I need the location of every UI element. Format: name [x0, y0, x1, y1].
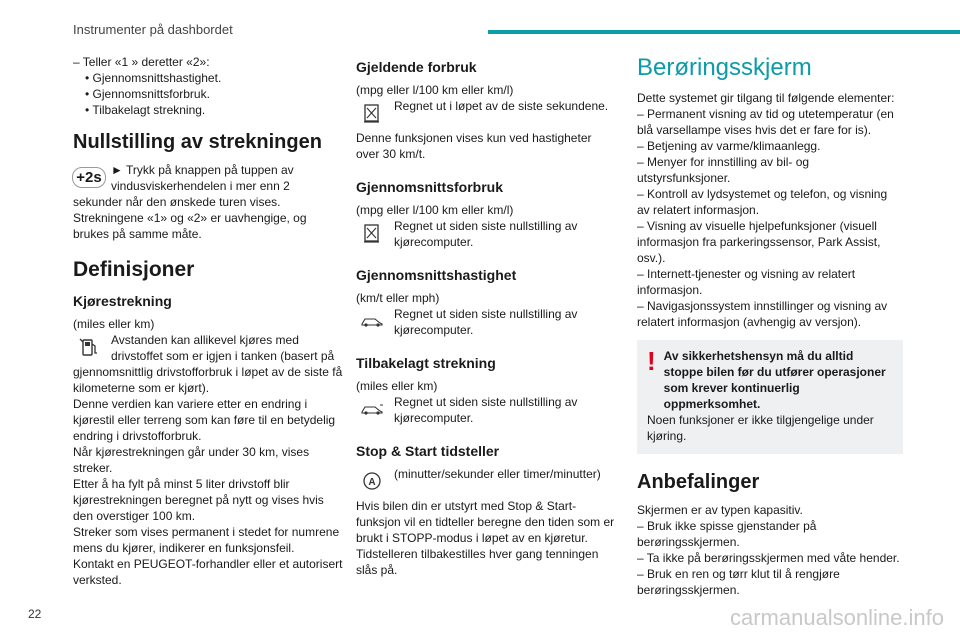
range-unit: (miles eller km): [73, 317, 155, 331]
current-consumption-text: Denne funksjonen vises kun ved hastigheter over 30 km/t.: [356, 131, 592, 161]
avg-speed-row: [356, 306, 618, 338]
warning-exclamation-icon: !: [647, 346, 656, 376]
range-row: [73, 332, 343, 364]
current-consumption-row: [356, 98, 618, 128]
touchscreen-intro: Dette systemet gir tilgang til følgende elementer:: [637, 91, 895, 105]
column-left: [73, 54, 343, 588]
touchscreen-item: – Internett-tjenester og visning av relatert informasjon.: [637, 267, 856, 297]
stop-start-icon: [356, 466, 388, 496]
safety-warning-box: [637, 340, 903, 454]
recommendation-item: – Bruk en ren og tørr klut til å rengjøre berøringsskjermen.: [637, 567, 840, 597]
warning-head: [647, 348, 893, 412]
avg-speed-heading: Gjennomsnittshastighet: [356, 267, 517, 283]
fuel-consumption-icon: [356, 98, 388, 128]
distance-row: [356, 394, 618, 426]
column-middle: [356, 54, 618, 578]
avg-consumption-inline: Regnet ut siden siste nullstilling av kjørecomputer.: [394, 219, 578, 249]
reset-heading: Nullstilling av strekningen: [73, 131, 322, 153]
range-inline-text: Avstanden kan allikevel kjøres med drivstoffet som er igjen i tanken (basert på: [111, 333, 335, 363]
range-text: gjennomsnittlig drivstofforbruk i løpet av de siste få kilometerne som er kjørt).: [73, 365, 343, 395]
fuel-pump-icon: [73, 332, 105, 362]
touchscreen-item: – Kontroll av lydsystemet og telefon, og visning av relatert informasjon.: [637, 187, 888, 217]
watermark: carmanualsonline.info: [729, 605, 944, 630]
recommendations-heading: Anbefalinger: [637, 471, 760, 493]
touchscreen-item: – Menyer for innstilling av bil- og utstyrsfunksjoner.: [637, 155, 810, 185]
touchscreen-item: – Betjening av varme/klimaanlegg.: [637, 139, 821, 153]
header-accent-bar: [488, 30, 960, 34]
avg-speed-unit: (km/t eller mph): [356, 291, 440, 305]
svg-text:A: A: [368, 477, 376, 488]
distance-heading: Tilbakelagt strekning: [356, 355, 496, 371]
definitions-heading: Definisjoner: [73, 258, 195, 281]
stop-start-text: Hvis bilen din er utstyrt med Stop & Start-funksjon vil en tidteller beregne den tiden som er brukt i STOPP-modus i løpet av en kjøretur. Tidstelleren tilbakestilles hver gang tenningen slås på.: [356, 499, 615, 577]
range-text: Etter å ha fylt på minst 5 liter drivstoff blir kjørestrekningen beregnet på nytt og vises hvis den overstiger 100 km.: [73, 477, 324, 523]
speed-icon: [356, 306, 388, 336]
current-consumption-unit: (mpg eller l/100 km eller km/l): [356, 83, 514, 97]
range-text: Når kjørestrekningen går under 30 km, vises streker.: [73, 445, 310, 475]
range-text: Kontakt en PEUGEOT-forhandler eller et autorisert verksted.: [73, 557, 343, 587]
touchscreen-item: – Permanent visning av tid og utetemperatur (en blå varsellampe vises hvis det er fare for is).: [637, 107, 894, 137]
page-number: 22: [28, 607, 42, 621]
stop-start-row: [356, 466, 618, 496]
distance-inline: Regnet ut siden siste nullstilling av kjørecomputer.: [394, 395, 578, 425]
stop-start-heading: Stop & Start tidsteller: [356, 443, 500, 459]
avg-consumption-row: [356, 218, 618, 250]
reset-button-icon: +2s: [73, 162, 105, 192]
recommendations-intro: Skjermen er av typen kapasitiv.: [637, 503, 803, 517]
touchscreen-item: – Visning av visuelle hjelpefunksjoner (visuell informasjon fra parkeringssensor, Park Assist, osv.).: [637, 219, 881, 265]
reset-inline-text: ► Trykk på knappen på tuppen av vindusviskerhendelen i mer enn 2: [111, 163, 294, 193]
current-consumption-inline: Regnet ut i løpet av de siste sekundene.: [394, 99, 609, 113]
touchscreen-heading: Berøringsskjerm: [637, 54, 812, 81]
counter-item: • Gjennomsnittsforbruk.: [85, 87, 210, 101]
avg-consumption-unit: (mpg eller l/100 km eller km/l): [356, 203, 514, 217]
counter-list: [73, 70, 343, 118]
recommendation-item: – Bruk ikke spisse gjenstander på berøringsskjermen.: [637, 519, 817, 549]
distance-unit: (miles eller km): [356, 379, 438, 393]
recommendation-item: – Ta ikke på berøringsskjermen med våte hender.: [637, 551, 900, 565]
warning-text: Noen funksjoner er ikke tilgjengelige under kjøring.: [647, 413, 874, 443]
counter-item: • Tilbakelagt strekning.: [85, 103, 206, 117]
touchscreen-item: – Navigasjonssystem innstillinger og visning av relatert informasjon (avhengig av versjon).: [637, 299, 888, 329]
current-consumption-heading: Gjeldende forbruk: [356, 59, 477, 75]
avg-speed-inline: Regnet ut siden siste nullstilling av kjørecomputer.: [394, 307, 578, 337]
column-right: [637, 54, 903, 598]
range-heading: Kjørestrekning: [73, 293, 172, 309]
counter-item: • Gjennomsnittshastighet.: [85, 71, 222, 85]
reset-row: [73, 162, 343, 194]
page-header-title: Instrumenter på dashbordet: [73, 22, 233, 37]
range-text: Denne verdien kan variere etter en endring i kjørestil eller terreng som kan føre til en betydelig endring i drivstofforbruk.: [73, 397, 336, 443]
avg-consumption-heading: Gjennomsnittsforbruk: [356, 179, 504, 195]
warning-bold-text: Av sikkerhetshensyn må du alltid stoppe bilen før du utfører operasjoner som krever kontinuerlig oppmerksomhet.: [663, 349, 886, 411]
range-text: Streker som vises permanent i stedet for numrene mens du kjører, indikerer en funksjonsfeil.: [73, 525, 340, 555]
distance-car-icon: [356, 394, 388, 424]
reset-text: sekunder når den ønskede turen vises. Strekningene «1» og «2» er uavhengige, og brukes på samme måte.: [73, 195, 307, 241]
fuel-consumption-icon: [356, 218, 388, 248]
stop-start-inline: (minutter/sekunder eller timer/minutter): [394, 467, 601, 481]
counter-intro: – Teller «1 » deretter «2»:: [73, 55, 210, 69]
